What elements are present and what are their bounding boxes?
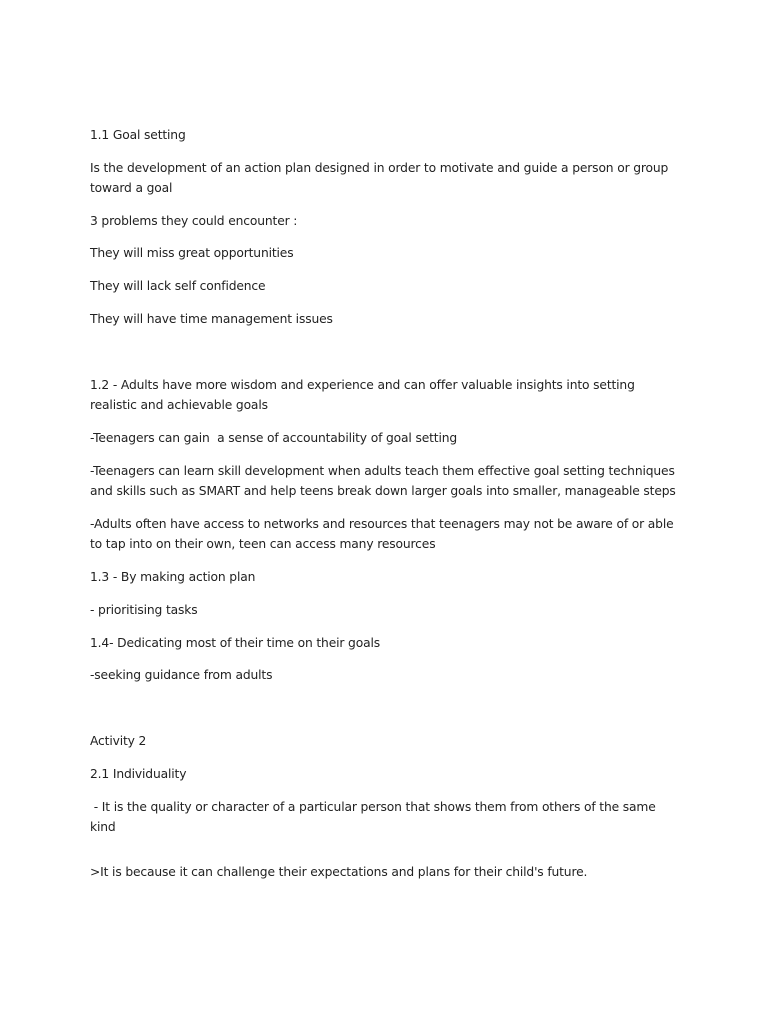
heading-activity-2: Activity 2 <box>90 734 147 748</box>
paragraph-problem-2: They will lack self confidence <box>90 279 266 293</box>
paragraph-individuality-definition: - It is the quality or character of a particular person that shows them from others of the same kind <box>90 800 660 834</box>
paragraph-teen-accountability: -Teenagers can gain a sense of accountability of goal setting <box>90 431 458 445</box>
paragraph-prioritising: - prioritising tasks <box>90 603 198 617</box>
heading-goal-setting: 1.1 Goal setting <box>90 128 186 142</box>
paragraph-adult-networks: -Adults often have access to networks and resources that teenagers may not be aware of or able to tap into on their own, teen can access many resources <box>90 517 678 551</box>
paragraph-problem-3: They will have time management issues <box>90 312 333 326</box>
paragraph-section-1-4: 1.4- Dedicating most of their time on their goals <box>90 636 380 650</box>
paragraph-section-1-2: 1.2 - Adults have more wisdom and experience and can offer valuable insights into setting realistic and achievable goals <box>90 378 639 412</box>
paragraph-seeking-guidance: -seeking guidance from adults <box>90 668 273 682</box>
paragraph-goal-setting-definition: Is the development of an action plan designed in order to motivate and guide a person or group toward a goal <box>90 161 672 195</box>
paragraph-section-1-3: 1.3 - By making action plan <box>90 570 256 584</box>
paragraph-problems-intro: 3 problems they could encounter : <box>90 214 298 228</box>
paragraph-teen-skills: -Teenagers can learn skill development when adults teach them effective goal setting techniques and skills such as SMART and help teens break down larger goals into smaller, manageable steps <box>90 464 679 498</box>
paragraph-challenge-expectations: >It is because it can challenge their expectations and plans for their child's future. <box>90 865 588 879</box>
heading-individuality: 2.1 Individuality <box>90 767 187 781</box>
paragraph-problem-1: They will miss great opportunities <box>90 246 294 260</box>
